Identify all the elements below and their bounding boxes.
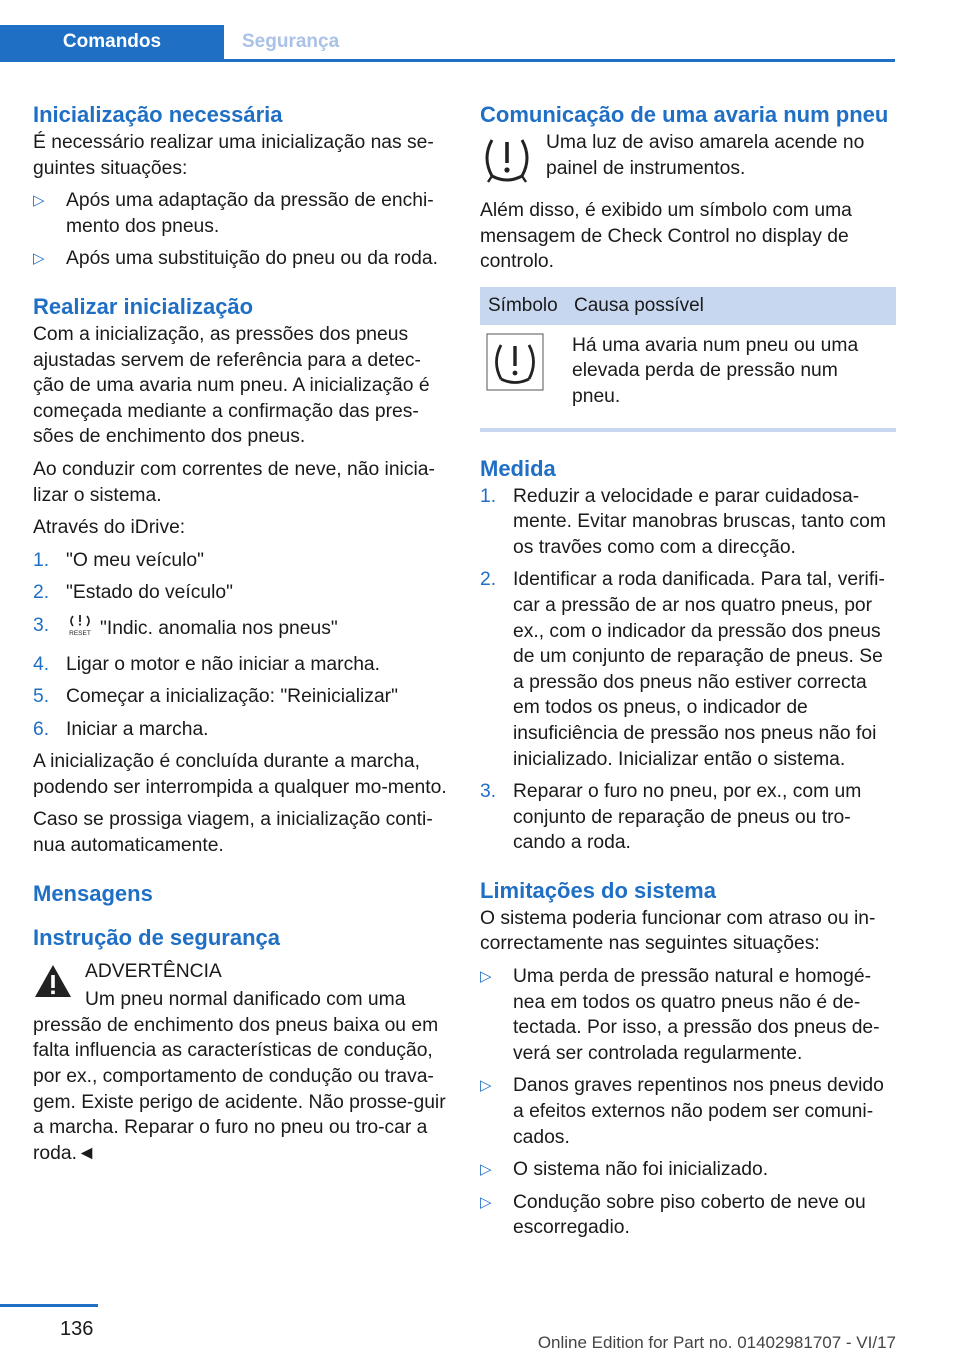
warning-text: Um pneu normal danificado com uma pressão de enchimento dos pneus baixa ou em falta influencia as características de condução, por ex., comportamento de condução ou trava-gem. Existe perigo de acidente. Não prosse-guir a marcha. Reparar o furo no pneu ou tro-car a roda.◄ — [33, 989, 446, 1164]
paragraph: O sistema poderia funcionar com atraso ou in-correctamente nas seguintes situações: — [480, 907, 876, 955]
section-title-measure: Medida — [480, 455, 556, 481]
paragraph: Através do iDrive: — [33, 517, 186, 539]
table-rule — [480, 428, 896, 432]
list-item — [33, 613, 449, 645]
bullet-marker: ▷ — [480, 968, 492, 986]
list-item-text: Uma perda de pressão natural e homogé-nea em todos os quatro pneus não é de-tectada. Por isso, a pressão dos pneus de-verá ser controlada regularmente. — [513, 966, 880, 1064]
number-marker: 4. — [33, 653, 50, 675]
list-item — [33, 684, 449, 710]
tire-pressure-warning-icon — [480, 132, 532, 188]
list-item-text: Após uma adaptação da pressão de enchi-mento dos pneus. — [66, 190, 434, 237]
list-item — [33, 580, 449, 606]
reset-label: RESET — [69, 629, 91, 637]
paragraph: Com a inicialização, as pressões dos pneus ajustadas servem de referência para a detec-ção de uma avaria num pneu. A inicialização é começada mediante a confirmação das pres-sões de enchimento dos pneus. — [33, 323, 430, 448]
section-title-fault: Comunicação de uma avaria num pneu — [480, 102, 889, 127]
number-marker: 3. — [480, 781, 497, 803]
list-item-text: "Indic. anomalia nos pneus" — [100, 617, 338, 639]
right-column — [480, 100, 896, 1248]
number-marker: 3. — [33, 614, 50, 636]
list-item-text: Condução sobre piso coberto de neve ou escorregadio. — [513, 1191, 866, 1239]
paragraph: A inicialização é concluída durante a marcha, podendo ser interrompida a qualquer mo-mento. — [33, 751, 447, 798]
section-title-do-init: Realizar inicialização — [33, 293, 254, 319]
number-marker: 1. — [33, 549, 50, 571]
numbered-list — [480, 484, 896, 856]
list-item — [480, 567, 896, 772]
list-item-text: "O meu veículo" — [66, 549, 205, 571]
tab-seguranca[interactable]: Segurança — [242, 31, 340, 52]
paragraph: Caso se prossiga viagem, a inicialização conti-nua automaticamente. — [33, 809, 433, 857]
icon-paragraph — [480, 130, 896, 188]
tire-pressure-reset-icon — [66, 613, 94, 645]
section-title-safety: Instrução de segurança — [33, 924, 280, 950]
list-item — [480, 779, 896, 856]
table-header-row — [480, 287, 896, 325]
table-cell-cause: Há uma avaria num pneu ou uma elevada perda de pressão num pneu. — [572, 334, 859, 407]
paragraph: Além disso, é exibido um símbolo com uma mensagem de Check Control no display de controlo. — [480, 200, 852, 273]
section-title-limits: Limitações do sistema — [480, 877, 716, 903]
table-row — [480, 325, 896, 418]
edition-note: Online Edition for Part no. 01402981707 - VI/17 — [537, 1333, 896, 1352]
list-item-text: Ligar o motor e não iniciar a marcha. — [66, 653, 381, 675]
list-item — [33, 652, 449, 678]
section-title-messages: Mensagens — [33, 880, 153, 906]
paragraph: É necessário realizar uma inicialização nas se-guintes situações: — [33, 132, 434, 179]
tire-pressure-warning-icon — [486, 375, 544, 396]
list-item-text: Identificar a roda danificada. Para tal, verifi-car a pressão de ar nos quatro pneus, por ex., com o indicador da pressão dos pneus de um conjunto de reparação de pneus. Se a pressão dos pneus não estiver correcta em todos os pneus, o indicador de insuficiência de pressão nos pneus não foi inicializado. Inicializar então o sistema. — [513, 569, 885, 770]
list-item-text: Após uma substituição do pneu ou da roda. — [66, 248, 438, 270]
symbol-table — [480, 287, 896, 418]
list-item — [33, 246, 449, 272]
list-item — [33, 188, 449, 239]
list-item — [480, 964, 896, 1066]
list-item-text: "Estado do veículo" — [66, 582, 233, 604]
tab-comandos[interactable]: Comandos — [0, 25, 224, 59]
bullet-marker: ▷ — [480, 1077, 492, 1095]
bullet-marker: ▷ — [33, 250, 45, 268]
list-item — [480, 1190, 896, 1241]
list-item-text: O sistema não foi inicializado. — [513, 1159, 769, 1181]
list-item-text: Começar a inicialização: "Reinicializar" — [66, 686, 398, 708]
bullet-list — [480, 964, 896, 1241]
bullet-marker: ▷ — [33, 192, 45, 210]
header-rule — [0, 59, 895, 62]
numbered-list — [33, 548, 449, 743]
number-marker: 1. — [480, 485, 497, 507]
table-header-symbol: Símbolo — [480, 287, 566, 325]
table-header-cause: Causa possível — [566, 287, 896, 325]
list-item-text: Reduzir a velocidade e parar cuidadosa-mente. Evitar manobras bruscas, tanto com os travões como com a direcção. — [513, 485, 886, 558]
list-item — [480, 1157, 896, 1183]
number-marker: 2. — [480, 569, 497, 591]
list-item-text: Danos graves repentinos nos pneus devido a efeitos externos não podem ser comuni-cados. — [513, 1075, 884, 1148]
list-item-text: Iniciar a marcha. — [66, 718, 209, 740]
bullet-marker: ▷ — [480, 1193, 492, 1211]
icon-paragraph-text: Uma luz de aviso amarela acende no painel de instrumentos. — [546, 132, 865, 179]
left-column — [33, 100, 449, 1173]
number-marker: 2. — [33, 582, 50, 604]
warning-triangle-icon — [33, 963, 73, 1007]
table-cell-symbol — [480, 325, 566, 418]
list-item-text: Reparar o furo no pneu, por ex., com um conjunto de reparação de pneus ou tro-cando a roda. — [513, 781, 862, 854]
section-title-init-needed: Inicialização necessária — [33, 102, 283, 127]
list-item — [33, 548, 449, 574]
paragraph: Ao conduzir com correntes de neve, não inicia-lizar o sistema. — [33, 458, 435, 506]
warning-block — [33, 959, 449, 1167]
list-item — [480, 484, 896, 561]
number-marker: 6. — [33, 718, 50, 740]
number-marker: 5. — [33, 686, 50, 708]
footer-rule — [0, 1304, 98, 1307]
list-item — [33, 717, 449, 743]
bullet-marker: ▷ — [480, 1161, 492, 1179]
page-number: 136 — [60, 1318, 94, 1340]
warning-label: ADVERTÊNCIA — [85, 960, 222, 982]
bullet-list — [33, 188, 449, 272]
list-item — [480, 1073, 896, 1150]
